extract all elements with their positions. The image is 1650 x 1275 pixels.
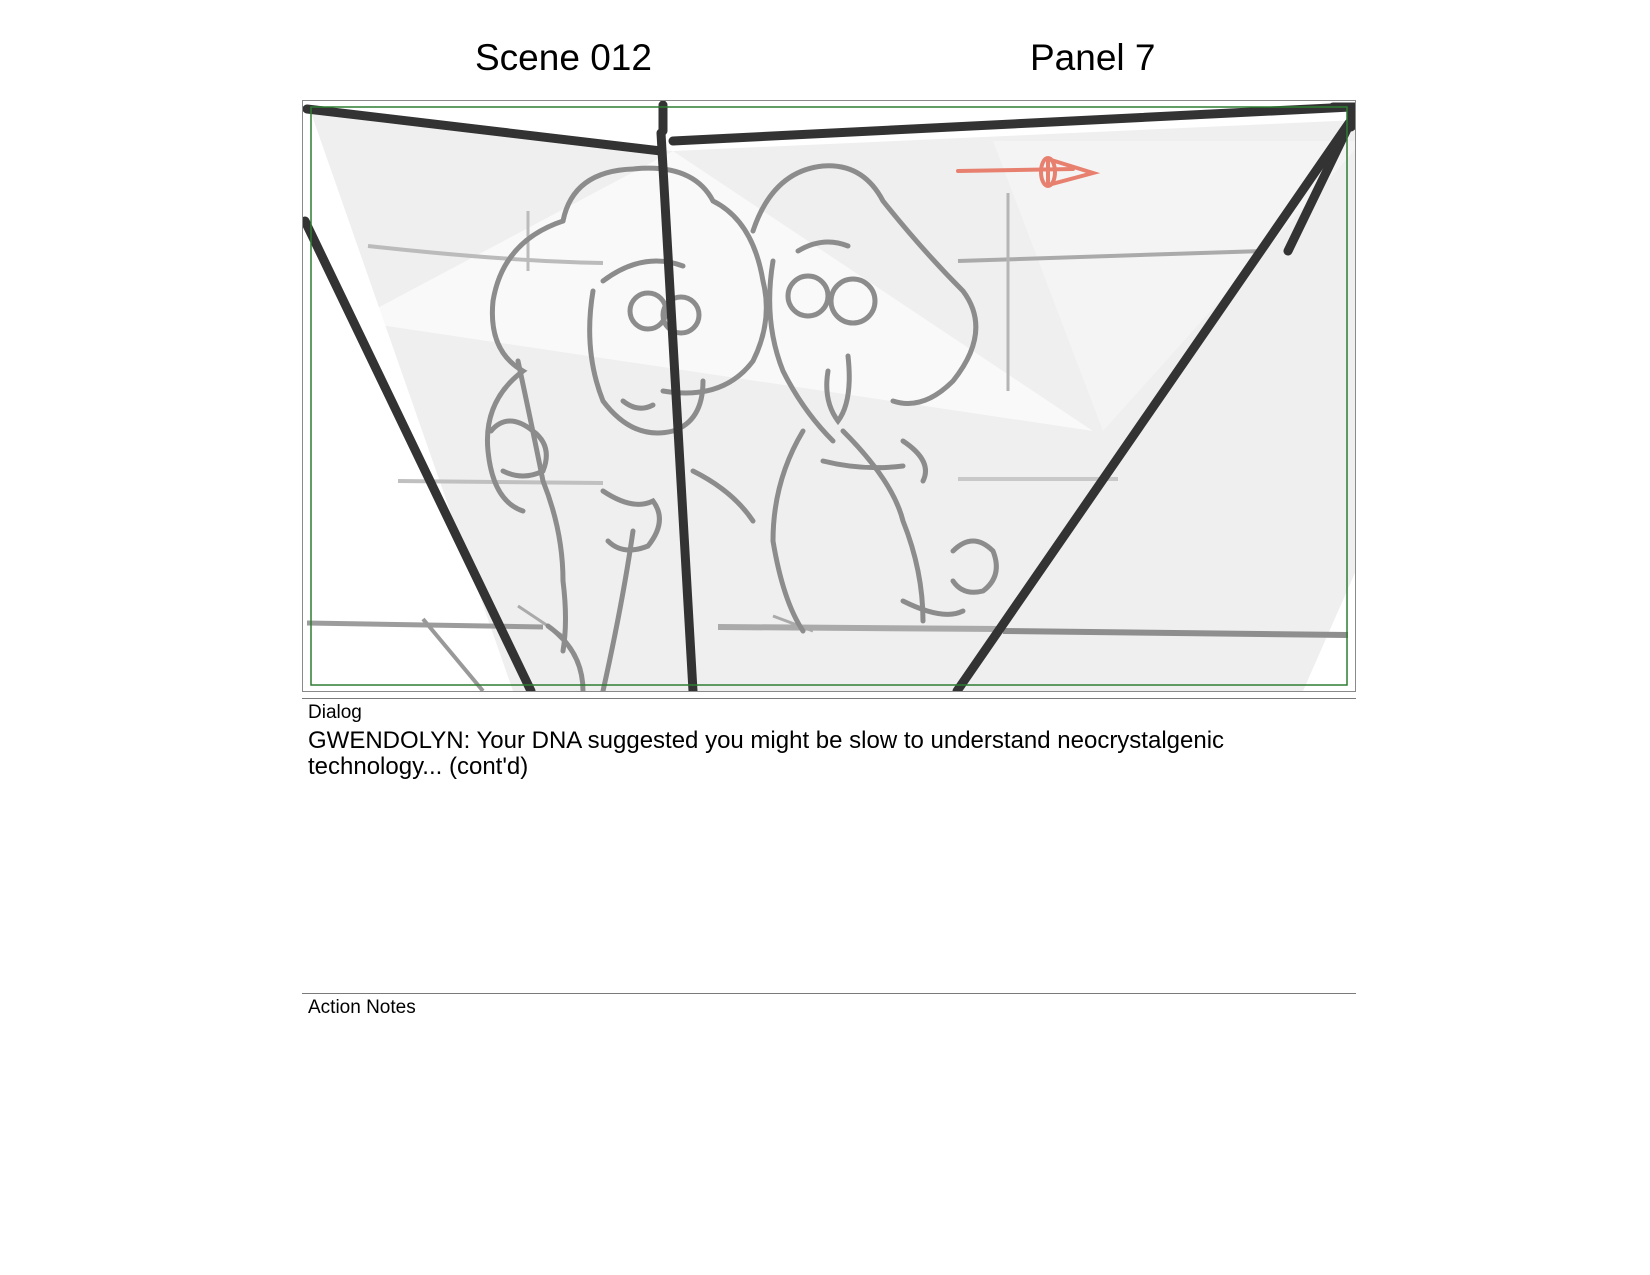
storyboard-panel-image xyxy=(302,100,1356,692)
dialog-divider xyxy=(302,698,1356,699)
dialog-label: Dialog xyxy=(308,702,362,723)
dialog-text: GWENDOLYN: Your DNA suggested you might be slow to understand neocrystalgenic technology... (cont'd) xyxy=(308,727,1225,780)
action-notes-label: Action Notes xyxy=(308,997,416,1018)
scene-number: Scene 012 xyxy=(475,37,652,78)
panel-number: Panel 7 xyxy=(1030,37,1156,78)
action-notes-divider xyxy=(302,993,1356,994)
storyboard-sketch-image xyxy=(303,101,1355,691)
